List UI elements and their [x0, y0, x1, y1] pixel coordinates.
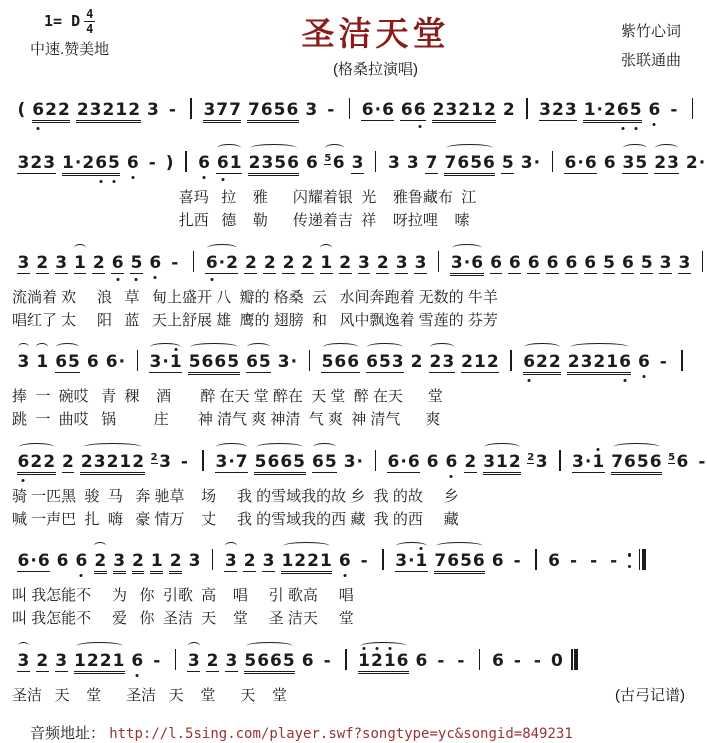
- note-group: 1216: [358, 653, 409, 674]
- note-group: 6·6: [564, 153, 597, 173]
- note-group: 1: [74, 252, 86, 273]
- note-group: 6: [126, 153, 139, 173]
- note-group: 622: [523, 354, 562, 375]
- note-group: 6: [111, 252, 124, 273]
- barline-icon: [375, 151, 377, 172]
- note-group: 3: [678, 252, 691, 273]
- lyrics-row-1: 捧 一 碗哎 青 稞 酒 醉 在天 堂 醉在 天 堂 醉 在天 堂: [12, 388, 443, 405]
- barline-icon: [345, 649, 347, 670]
- note-group: 3: [224, 551, 237, 571]
- note-group: 6: [338, 551, 351, 571]
- note-group: 7656: [444, 155, 495, 176]
- note-group: 6: [508, 252, 521, 273]
- note-group: 6: [56, 551, 69, 571]
- note-group: 23212: [80, 454, 144, 475]
- note-group: -: [171, 252, 179, 273]
- note-group: -: [180, 451, 188, 472]
- note-group: ): [165, 153, 174, 173]
- note-group: 2: [464, 451, 477, 472]
- music-system-3: [10, 238, 701, 333]
- lyrics-row-2: 唱红了 太 阳 蓝 天上舒展 雄 鹰的 翅膀 和 风中飘逸着 雪莲的 芬芳: [12, 311, 498, 329]
- note-group: 3: [187, 650, 200, 671]
- note-group: 5665: [254, 454, 305, 475]
- note-group: 323: [539, 100, 577, 120]
- grace-note: 5: [668, 451, 676, 463]
- composer-credit: 张联通曲: [620, 51, 681, 69]
- note-group: 2: [92, 252, 105, 273]
- lyricist-credit: 紫竹心词: [620, 23, 681, 40]
- note-group: 6·6: [17, 551, 50, 571]
- note-group: 3·7: [215, 451, 248, 472]
- tempo-marking: 中速.赞美地: [30, 41, 110, 58]
- note-group: 6: [603, 153, 616, 173]
- key-signature: [30, 8, 180, 35]
- note-group: 61: [216, 153, 242, 173]
- barline-icon: [510, 350, 512, 371]
- note-group: 1: [150, 553, 163, 574]
- note-group: -: [590, 551, 598, 571]
- barline-icon: [349, 98, 351, 119]
- note-group: 3·1: [149, 352, 182, 372]
- note-group: 3·: [277, 352, 298, 372]
- note-group: 23: [150, 451, 171, 472]
- lyrics-row-2: 扎西 德 勒 传递着吉 祥 呀拉哩 嗦: [12, 212, 470, 230]
- note-group: 7656: [611, 454, 662, 475]
- lyrics-row-2: 跳 一 曲哎 锅 庄 神 清气 爽 神清 气 爽 神 清气 爽: [12, 411, 441, 429]
- lyrics-row-2: 喊 一声巴 扎 嗨 豪 情万 丈 我 的雪域我的西 藏 我 的西 藏: [12, 510, 459, 528]
- note-group: 1221: [74, 653, 125, 674]
- score-body: [0, 79, 707, 707]
- note-group: 1: [320, 252, 333, 273]
- lyrics-row-1: 流淌着 欢 浪 草 甸上盛开 八 瓣的 格桑 云 水间奔跑着 无数的 牛羊: [12, 288, 498, 306]
- note-group: 35: [622, 153, 648, 173]
- note-group: 653: [366, 352, 404, 372]
- note-group: 3: [305, 100, 318, 120]
- note-group: -: [513, 551, 521, 571]
- note-group: -: [659, 352, 667, 372]
- barline-icon: [185, 151, 187, 172]
- barline-icon: [535, 549, 537, 570]
- note-group: 5: [501, 153, 514, 173]
- note-group: 3: [188, 551, 201, 571]
- note-group: 3: [351, 153, 364, 173]
- note-group: 6: [637, 352, 650, 372]
- music-system-2: [10, 138, 706, 233]
- note-group: -: [168, 100, 176, 120]
- note-group: 2: [263, 252, 276, 273]
- note-group: -: [457, 650, 465, 671]
- note-group: 3: [17, 650, 30, 671]
- score-footer: [0, 712, 707, 743]
- note-group: 3·1: [572, 451, 605, 472]
- note-group: 2: [410, 352, 423, 372]
- final-barline-icon: [571, 649, 578, 670]
- note-group: 3·: [343, 451, 363, 472]
- barline-icon: [552, 151, 554, 172]
- barline-icon: [137, 350, 139, 371]
- lyrics-row-1: 骑 一匹黑 骏 马 奔 驰草 场 我 的雪域我的故 乡 我 的故 乡: [12, 487, 459, 505]
- notation-row: [10, 437, 706, 485]
- grace-note: 5: [324, 153, 332, 164]
- note-group: 2: [282, 252, 295, 273]
- note-group: 312: [483, 454, 522, 475]
- note-group: 323: [17, 153, 56, 173]
- note-group: 2: [62, 451, 74, 472]
- note-group: 2: [206, 650, 219, 671]
- score-header: [0, 0, 707, 79]
- note-group: 3: [55, 252, 68, 273]
- music-system-4: [10, 337, 701, 432]
- note-group: 6: [527, 252, 540, 273]
- note-group: 3: [147, 100, 159, 120]
- note-group: (: [17, 100, 26, 120]
- note-group: 0: [550, 650, 563, 671]
- note-group: 6: [86, 352, 99, 372]
- note-group: -: [148, 153, 156, 173]
- note-group: 3: [406, 153, 419, 173]
- barline-icon: [190, 98, 192, 119]
- note-group: 3·1: [395, 551, 428, 571]
- note-group: 2: [169, 553, 182, 574]
- note-group: 2: [301, 252, 314, 273]
- note-group: 2: [339, 252, 352, 273]
- note-group: 2356: [248, 155, 299, 176]
- note-group: 23212: [432, 102, 496, 123]
- notation-row: [10, 85, 701, 133]
- note-group: 7656: [247, 102, 298, 123]
- note-group: 3: [225, 650, 238, 671]
- note-group: 6: [491, 650, 504, 671]
- repeat-barline-icon: [639, 549, 646, 570]
- barline-icon: [681, 350, 683, 371]
- note-group: 6: [305, 153, 318, 173]
- note-group: 5665: [188, 354, 239, 375]
- note-group: 6: [75, 551, 88, 571]
- note-group: 3: [659, 252, 672, 273]
- barline-icon: [692, 98, 694, 119]
- note-group: 6: [301, 650, 314, 671]
- note-group: 6·6: [361, 100, 394, 120]
- note-group: -: [437, 650, 445, 671]
- note-group: 5: [130, 252, 143, 273]
- note-group: 6: [149, 252, 162, 273]
- note-group: 65: [55, 352, 80, 372]
- note-group: -: [670, 100, 678, 120]
- note-group: 5665: [244, 653, 295, 674]
- note-group: -: [698, 451, 706, 472]
- note-group: 56: [668, 451, 689, 472]
- note-group: 3: [358, 252, 370, 273]
- note-group: -: [323, 650, 331, 671]
- music-system-7: [10, 636, 701, 707]
- note-group: 65: [312, 451, 337, 472]
- performer-credit: (格桑拉演唱): [333, 61, 418, 78]
- note-group: 23212: [76, 102, 140, 123]
- note-group: 6·: [105, 352, 126, 372]
- barline-icon: [193, 251, 195, 272]
- note-group: 7: [425, 153, 438, 173]
- note-group: 377: [203, 102, 242, 123]
- note-group: 2: [243, 551, 256, 571]
- music-system-6: [10, 536, 701, 631]
- note-group: 622: [17, 454, 56, 475]
- notation-row: [10, 138, 706, 186]
- note-group: 3: [414, 252, 427, 273]
- notation-row: [10, 337, 701, 385]
- note-group: -: [610, 551, 618, 571]
- note-group: 5: [640, 252, 653, 273]
- note-group: 6·2: [205, 252, 238, 273]
- note-group: 2: [94, 553, 107, 574]
- note-group: 2: [244, 252, 257, 273]
- note-group: 6: [548, 551, 560, 571]
- note-group: 6·6: [387, 451, 420, 472]
- meta-right: [571, 8, 681, 75]
- note-group: 23: [429, 352, 455, 372]
- note-group: 622: [32, 102, 71, 123]
- page-title: 圣洁天堂: [301, 15, 450, 52]
- note-group: 3: [55, 650, 68, 671]
- note-group: 2: [36, 252, 49, 273]
- grace-note: 2: [527, 451, 535, 463]
- key-label: 1= D: [44, 11, 81, 30]
- note-group: 2: [376, 252, 389, 273]
- meta-left: [30, 8, 180, 63]
- note-group: 5: [603, 252, 615, 273]
- notation-row: [10, 636, 701, 684]
- note-group: 2: [132, 553, 145, 574]
- note-group: 23: [527, 451, 548, 472]
- barline-icon: [382, 549, 384, 570]
- note-group: -: [360, 551, 368, 571]
- note-group: 3: [113, 553, 126, 574]
- barline-icon: [438, 251, 440, 272]
- note-group: 1: [36, 352, 49, 372]
- note-group: 1·265: [583, 102, 642, 123]
- note-group: 6: [415, 650, 428, 671]
- note-group: 6: [491, 551, 504, 571]
- lyrics-row-1: 圣洁 天 堂 圣洁 天 堂 天 堂 (古弓记谱): [12, 684, 701, 707]
- note-group: 65: [246, 352, 271, 372]
- note-group: 3: [262, 551, 275, 571]
- notation-row: [10, 536, 701, 584]
- note-group: 56: [324, 153, 345, 173]
- audio-address-label: 音频地址：: [30, 724, 106, 742]
- note-group: 7656: [434, 553, 485, 574]
- barline-icon: [702, 251, 704, 272]
- note-group: 2·: [685, 153, 706, 173]
- note-group: 6: [584, 252, 597, 273]
- note-group: 3: [17, 352, 30, 372]
- music-system-5: [10, 437, 706, 532]
- lyrics-row-1: 叫 我怎能不 为 你 引歌 高 唱 引 歌高 唱: [12, 587, 354, 604]
- grace-note: 2: [150, 451, 158, 463]
- audio-url-link[interactable]: http://l.5sing.com/player.swf?songtype=yc&songid=849231: [109, 725, 573, 742]
- note-group: 6: [426, 451, 439, 472]
- note-group: 1·265: [62, 155, 121, 176]
- note-group: 3: [395, 252, 408, 273]
- barline-icon: [375, 450, 377, 471]
- barline-icon: [559, 450, 561, 471]
- note-group: -: [327, 100, 335, 120]
- note-group: 6: [490, 252, 502, 273]
- music-system-1: [10, 85, 701, 133]
- barline-icon: [526, 98, 528, 119]
- note-group: 3: [387, 153, 400, 173]
- note-group: 1221: [281, 553, 332, 574]
- note-group: 3·6: [450, 255, 483, 276]
- note-group: 6: [198, 153, 210, 173]
- note-group: 66: [400, 100, 426, 120]
- note-group: -: [153, 650, 161, 671]
- barline-icon: [479, 649, 481, 670]
- note-group: 6: [131, 650, 144, 671]
- lyrics-row-2: 叫 我怎能不 爱 你 圣洁 天 堂 圣 洁天 堂: [12, 610, 354, 628]
- title-block: [180, 8, 571, 79]
- note-group: 3·: [520, 153, 541, 173]
- note-group: 212: [461, 352, 499, 372]
- note-group: -: [570, 551, 578, 571]
- note-group: 2: [502, 100, 515, 120]
- barline-icon: [202, 450, 204, 471]
- note-group: 2: [36, 650, 49, 671]
- note-group: 566: [321, 352, 360, 372]
- note-group: 23216: [567, 354, 631, 375]
- note-group: 23: [654, 153, 679, 173]
- note-group: 6: [546, 252, 559, 273]
- note-group: 6: [565, 252, 578, 273]
- lyrics-row-1: 喜玛 拉 雅 闪耀着银 光 雅鲁藏布 江: [12, 189, 477, 206]
- note-group: 6: [445, 451, 458, 472]
- notation-row: [10, 238, 701, 286]
- notation-method-credit: (古弓记谱): [615, 686, 685, 704]
- repeat-dots-icon: [628, 552, 632, 569]
- note-group: 6: [621, 252, 634, 273]
- time-signature: $\frac{4}{4}$: [86, 7, 94, 36]
- note-group: 3: [17, 252, 30, 273]
- barline-icon: [175, 649, 177, 670]
- note-group: -: [533, 650, 541, 671]
- note-group: -: [513, 650, 521, 671]
- barline-icon: [212, 549, 214, 570]
- barline-icon: [309, 350, 311, 371]
- note-group: 6: [648, 100, 661, 120]
